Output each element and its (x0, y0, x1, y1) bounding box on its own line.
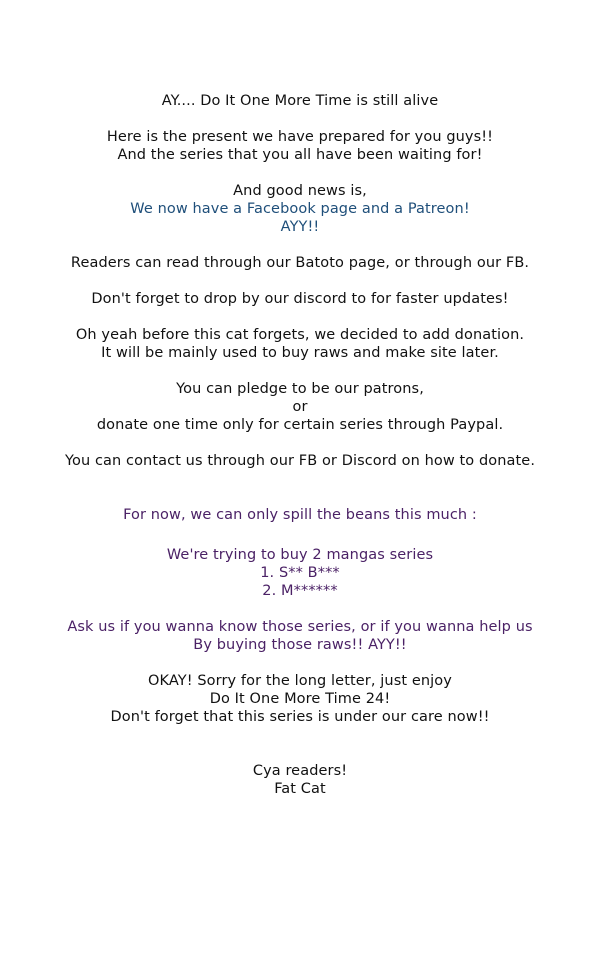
pledge-line-3: donate one time only for certain series through Paypal. (96, 417, 504, 433)
contact-line: You can contact us through our FB or Discord on how to donate. (64, 453, 536, 469)
headline: AY.... Do It One More Time is still alive (161, 93, 439, 109)
ayy-line: AYY!! (280, 219, 320, 235)
read-through-line: Readers can read through our Batoto page, or through our FB. (70, 255, 530, 271)
closing-line-1: OKAY! Sorry for the long letter, just enjoy (148, 673, 452, 689)
trying-line: We're trying to buy 2 mangas series (166, 547, 434, 563)
donation-line-2: It will be mainly used to buy raws and make site later. (101, 345, 499, 361)
intro-line-2: And the series that you all have been waiting for! (117, 147, 483, 163)
good-news-line: And good news is, (233, 183, 367, 199)
series-line-1: 1. S** B*** (260, 565, 340, 581)
pledge-line-2: or (292, 399, 308, 415)
signoff-line-1: Cya readers! (252, 763, 348, 779)
spill-line: For now, we can only spill the beans this much : (123, 507, 477, 523)
ask-line-1: Ask us if you wanna know those series, or if you wanna help us (67, 619, 533, 635)
donation-line-1: Oh yeah before this cat forgets, we decided to add donation. (75, 327, 525, 343)
ask-line-2: By buying those raws!! AYY!! (193, 637, 407, 653)
closing-line-3: Don't forget that this series is under our care now!! (110, 709, 490, 725)
pledge-line-1: You can pledge to be our patrons, (176, 381, 424, 397)
signoff-author: Fat Cat (274, 781, 326, 797)
closing-line-2: Do It One More Time 24! (209, 691, 391, 707)
series-line-2: 2. M****** (262, 583, 338, 599)
intro-line-1: Here is the present we have prepared for you guys!! (106, 129, 494, 145)
facebook-patreon-line: We now have a Facebook page and a Patreon! (130, 201, 470, 217)
discord-line: Don't forget to drop by our discord to for faster updates! (91, 291, 509, 307)
